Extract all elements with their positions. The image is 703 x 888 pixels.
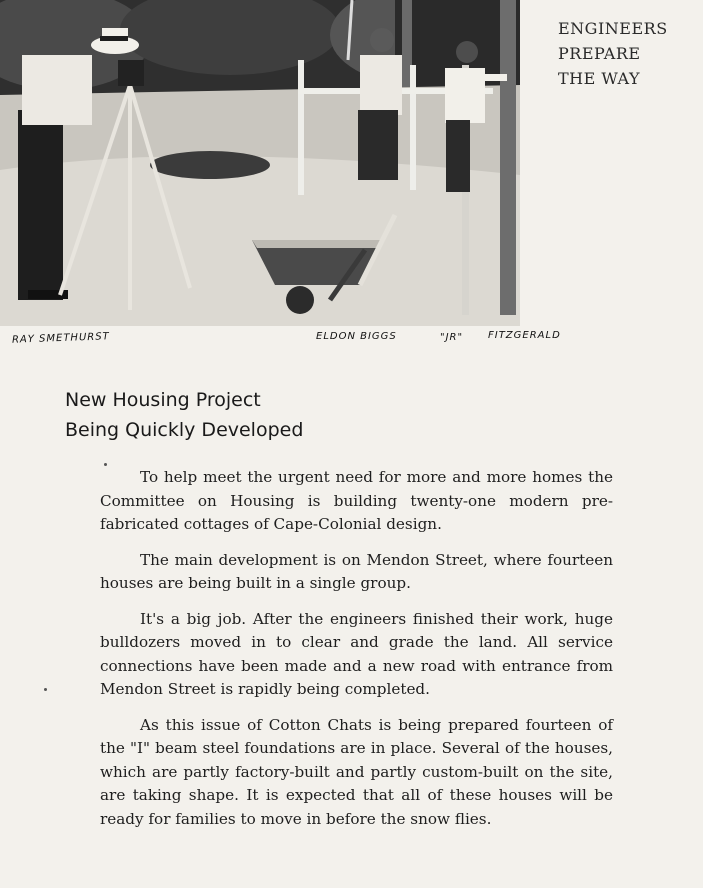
headline-line-1: New Housing Project	[65, 389, 261, 411]
section-title-line-2: PREPARE	[558, 44, 641, 63]
section-title-line-1: ENGINEERS	[558, 19, 668, 38]
paper-speck	[44, 688, 47, 691]
survey-site-photo	[0, 0, 520, 326]
article-paragraph: To help meet the urgent need for more and more homes the Committee on Housing is building twenty-one modern pre-fabricated cottages of Cape-Colonial design.	[100, 468, 613, 533]
article-paragraph: It's a big job. After the engineers finished their work, huge bulldozers moved in to clear and grade the land. All service connections have been made and a new road with entrance from Mendon Street is rapidly being completed.	[100, 609, 613, 698]
caption-eldon-biggs: ELDON BIGGS	[316, 331, 397, 342]
section-title	[558, 16, 688, 91]
article-paragraph: The main development is on Mendon Street, where fourteen houses are being built in a single group.	[100, 550, 613, 592]
paper-speck	[104, 463, 107, 466]
article-body	[100, 466, 613, 843]
article-headline	[65, 385, 465, 445]
photo-captions	[0, 330, 703, 353]
caption-ray-smethurst: RAY SMETHURST	[11, 331, 110, 346]
caption-nickname: "JR"	[440, 332, 464, 343]
headline-line-2: Being Quickly Developed	[65, 419, 304, 441]
article-paragraph: As this issue of Cotton Chats is being prepared fourteen of the "I" beam steel foundations are in place. Several of the houses, which are partly factory-built and partly custom-built on the site, are taking shape. It is expected that all of these houses will be ready for families to move in before the snow flies.	[100, 715, 613, 828]
caption-fitzgerald: FITZGERALD	[488, 330, 561, 341]
photo-illustration	[0, 0, 520, 326]
section-title-line-3: THE WAY	[558, 69, 641, 88]
